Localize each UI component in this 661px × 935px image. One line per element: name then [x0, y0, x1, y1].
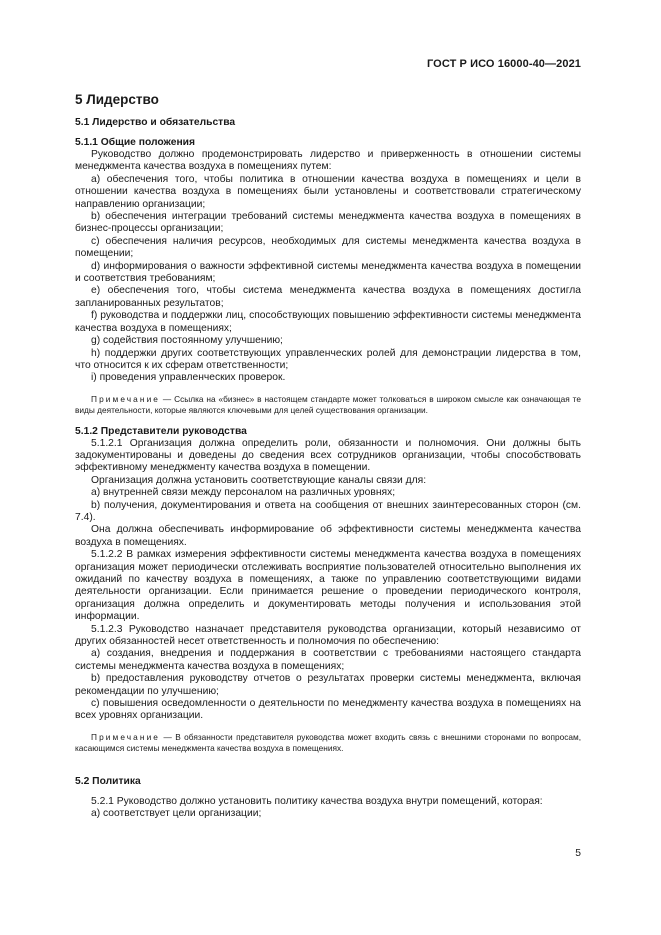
standard-header: ГОСТ Р ИСО 16000-40—2021 [426, 58, 581, 70]
note-label: Примечание [91, 731, 161, 742]
paragraph: 5.2.1 Руководство должно установить политику качества воздуха внутри помещений, которая: [91, 795, 543, 807]
list-item: a) внутренней связи между персоналом на различных уровнях; [91, 487, 396, 499]
note-label: Примечание [91, 393, 161, 404]
list-item: c) повышения осведомленности о деятельности по менеджменту качества воздуха в помещениях на всех уровнях организации. [75, 698, 581, 722]
note-5-1-1 [75, 394, 581, 417]
note-5-1-2 [75, 732, 581, 755]
note-text: — В обязанности представителя руководства может входить связь с внешними сторонами по вопросам, касающимся системы менеджмента качества воздуха в помещениях. [75, 731, 581, 754]
paragraph: 5.1.2.1 Организация должна определить роли, обязанности и полномочия. Они должны быть задокументированы и доведены до сведения всех сотрудников организации, чтобы способствовать эффективному менеджменту качества воздуха в помещении. [75, 437, 581, 474]
page-number: 5 [575, 848, 581, 859]
paragraph: 5.1.2.3 Руководство назначает представителя руководства организации, который независимо от других обязанностей несет ответственность и полномочия по обеспечению: [75, 623, 581, 648]
list-item: g) содействия постоянному улучшению; [91, 335, 283, 347]
list-item: a) обеспечения того, чтобы политика в отношении качества воздуха в помещениях и цели в отношении качества воздуха в помещениях были установлены и соответствовали стратегическому направлению организации; [75, 173, 581, 210]
list-item: h) поддержки других соответствующих управленческих ролей для демонстрации лидерства в том, что относится к их сферам ответственности; [75, 347, 581, 371]
paragraph: 5.1.2.2 В рамках измерения эффективности системы менеджмента качества воздуха в помещениях организация может периодически отслеживать восприятие пользователей относительно выполнения их ожиданий по качеству воздуха в помещениях, а также по управлению соответствующими видами деятельности организации. Если принимается решение о проведении периодического контроля, организация должна определить и документировать методы получения и использования этой информации. [75, 549, 581, 623]
section-title-5-1: 5.1 Лидерство и обязательства [75, 117, 236, 128]
paragraph: Руководство должно продемонстрировать лидерство и приверженность в отношении системы менеджмента качества воздуха в помещениях путем: [75, 149, 581, 173]
document-body [75, 92, 581, 821]
list-item: i) проведения управленческих проверок. [91, 372, 286, 384]
paragraph: Организация должна установить соответствующие каналы связи для: [91, 474, 427, 486]
section-title-5: 5 Лидерство [75, 92, 159, 107]
section-title-5-1-1: 5.1.1 Общие положения [75, 137, 195, 148]
section-gap [75, 764, 581, 776]
list-item: b) обеспечения интеграции требований системы менеджмента качества воздуха в помещениях в бизнес-процессы организации; [75, 211, 581, 235]
section-title-5-1-2: 5.1.2 Представители руководства [75, 425, 247, 437]
section-title-5-2: 5.2 Политика [75, 775, 141, 787]
list-item: b) предоставления руководству отчетов о результатах проверки системы менеджмента, включая рекомендации по улучшению; [75, 673, 581, 697]
paragraph: Она должна обеспечивать информирование об эффективности системы менеджмента качества воздуха в помещениях. [75, 524, 581, 548]
list-item: b) получения, документирования и ответа на сообщения от внешних заинтересованных сторон (см. 7.4). [75, 499, 581, 523]
list-item: e) обеспечения того, чтобы система менеджмента качества воздуха в помещениях достигла запланированных результатов; [75, 285, 581, 309]
note-text: — Ссылка на «бизнес» в настоящем стандарте может толковаться в широком смысле как означающая те виды деятельности, которые являются ключевыми для целей существования организации. [75, 393, 581, 416]
list-item: f) руководства и поддержки лиц, способствующих повышению эффективности системы менеджмента качества воздуха в помещениях; [75, 310, 581, 334]
list-item: a) соответствует цели организации; [91, 808, 262, 820]
list-item: d) информирования о важности эффективной системы менеджмента качества воздуха в помещении и соответствия требованиям; [75, 260, 581, 285]
list-item: a) создания, внедрения и поддержания в соответствии с требованиями настоящего стандарта системы менеджмента качества воздуха в помещениях; [75, 648, 581, 672]
list-item: c) обеспечения наличия ресурсов, необходимых для системы менеджмента качества воздуха в помещении; [75, 235, 581, 260]
